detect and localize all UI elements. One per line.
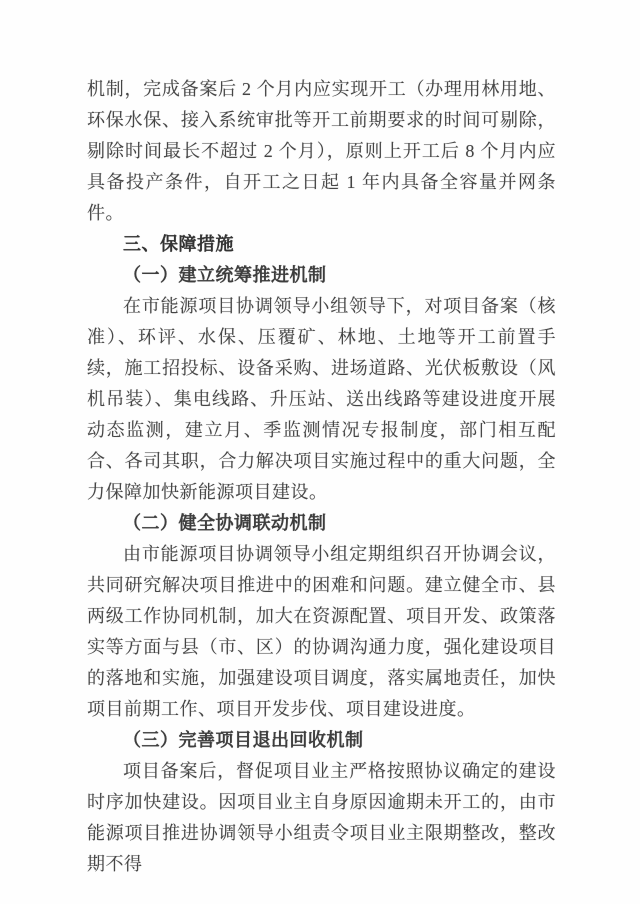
document-body <box>87 74 556 880</box>
document-paragraph: 由市能源项目协调领导小组定期组织召开协调会议，共同研究解决项目推进中的困难和问题。建立健全市、县两级工作协同机制，加大在资源配置、项目开发、政策落实等方面与县（市、区）的协调沟通力度，强化建设项目的落地和实施，加强建设项目调度，落实属地责任，加快项目前期工作、项目开发步伐、项目建设进度。 <box>87 544 556 719</box>
document-paragraph: 在市能源项目协调领导小组领导下，对项目备案（核准）、环评、水保、压覆矿、林地、土地等开工前置手续，施工招投标、设备采购、进场道路、光伏板敷设（风机吊装）、集电线路、升压站、送出线路等建设进度开展动态监测，建立月、季监测情况专报制度，部门相互配合、各司其职，合力解决项目实施过程中的重大问题，全力保障加快新能源项目建设。 <box>87 296 556 502</box>
document-heading1: 三、保障措施 <box>123 234 234 254</box>
document-heading2: （一）建立统筹推进机制 <box>123 265 327 285</box>
document-heading2: （二）健全协调联动机制 <box>123 513 327 533</box>
document-paragraph: 项目备案后，督促项目业主严格按照协议确定的建设时序加快建设。因项目业主自身原因逾期未开工的，由市能源项目推进协调领导小组责令项目业主限期整改，整改期不得 <box>87 761 556 874</box>
document-paragraph: 机制，完成备案后 2 个月内应实现开工（办理用林用地、环保水保、接入系统审批等开工前期要求的时间可剔除，剔除时间最长不超过 2 个月），原则上开工后 8 个月内应具备投产条件，自开工之日起 1 年内具备全容量并网条件。 <box>87 79 556 223</box>
document-heading2: （三）完善项目退出回收机制 <box>123 730 364 750</box>
